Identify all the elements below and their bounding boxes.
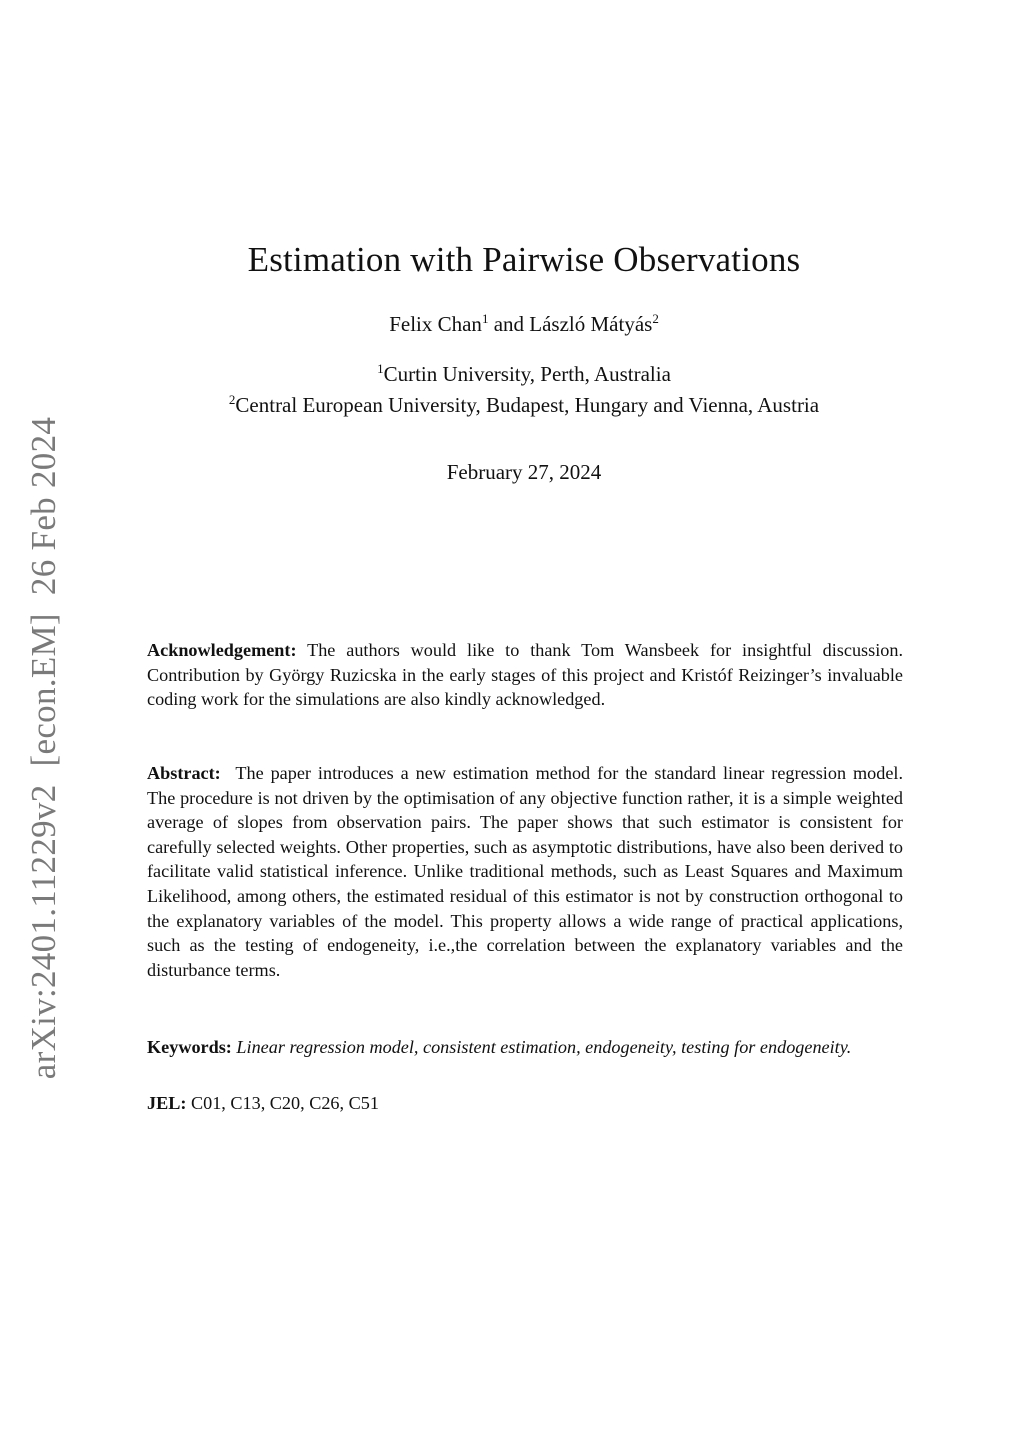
arxiv-date: 26 Feb 2024 (24, 416, 63, 596)
author-joiner: and (493, 312, 525, 336)
keywords-paragraph (147, 1035, 903, 1060)
acknowledgement-label: Acknowledgement: (147, 640, 297, 660)
author-2-affil-mark: 2 (652, 311, 659, 326)
affiliation-2-mark: 2 (228, 392, 236, 407)
jel-label: JEL: (147, 1093, 187, 1113)
abstract-text: The paper introduces a new estimation method for the standard linear regression model. The procedure is not driven by the optimisation of any objective function rather, it is a simple weighted average of slopes from observation pairs. The paper shows that such estimator is consistent for carefully selected weights. Other properties, such as asymptotic distributions, have also been derived to facilitate valid statistical inference. Unlike traditional methods, such as Least Squares and Maximum Likelihood, among others, the estimated residual of this estimator is not by construction orthogonal to the explanatory variables of the model. This property allows a wide range of practical applications, such as the testing of endogeneity, i.e.,the correlation between the explanatory variables and the disturbance terms. (147, 763, 904, 980)
author-1-affil-mark: 1 (481, 311, 489, 326)
affiliation-1 (140, 362, 908, 387)
arxiv-category: [econ.EM] (24, 613, 63, 767)
arxiv-id: arXiv:2401.11229v2 (24, 784, 63, 1080)
affiliation-2-text: Central European University, Budapest, Hungary and Vienna, Austria (235, 393, 820, 417)
paper-title: Estimation with Pairwise Observations (247, 240, 801, 279)
affiliation-2 (140, 393, 908, 418)
acknowledgement-text: The authors would like to thank Tom Wansbeek for insightful discussion. Contribution by György Ruzicska in the early stages of this project and Kristóf Reizinger’s invaluable coding work for the simulations are also kindly acknowledged. (147, 640, 903, 710)
jel-codes: C01, C13, C20, C26, C51 (190, 1093, 379, 1113)
author-1: Felix Chan (389, 312, 482, 336)
keywords-label: Keywords: (147, 1037, 232, 1057)
jel-paragraph (147, 1091, 903, 1116)
arxiv-side-stamp (24, 417, 64, 1079)
acknowledgement-paragraph (147, 638, 903, 712)
abstract-paragraph (147, 761, 903, 982)
affiliation-1-text: Curtin University, Perth, Australia (383, 362, 671, 386)
author-2: László Mátyás (529, 312, 653, 336)
keywords-text: Linear regression model, consistent estimation, endogeneity, testing for endogeneity. (236, 1037, 852, 1057)
paper-date: February 27, 2024 (446, 460, 602, 484)
abstract-label: Abstract: (147, 763, 221, 783)
author-line (140, 312, 908, 337)
affiliation-1-mark: 1 (377, 361, 384, 376)
